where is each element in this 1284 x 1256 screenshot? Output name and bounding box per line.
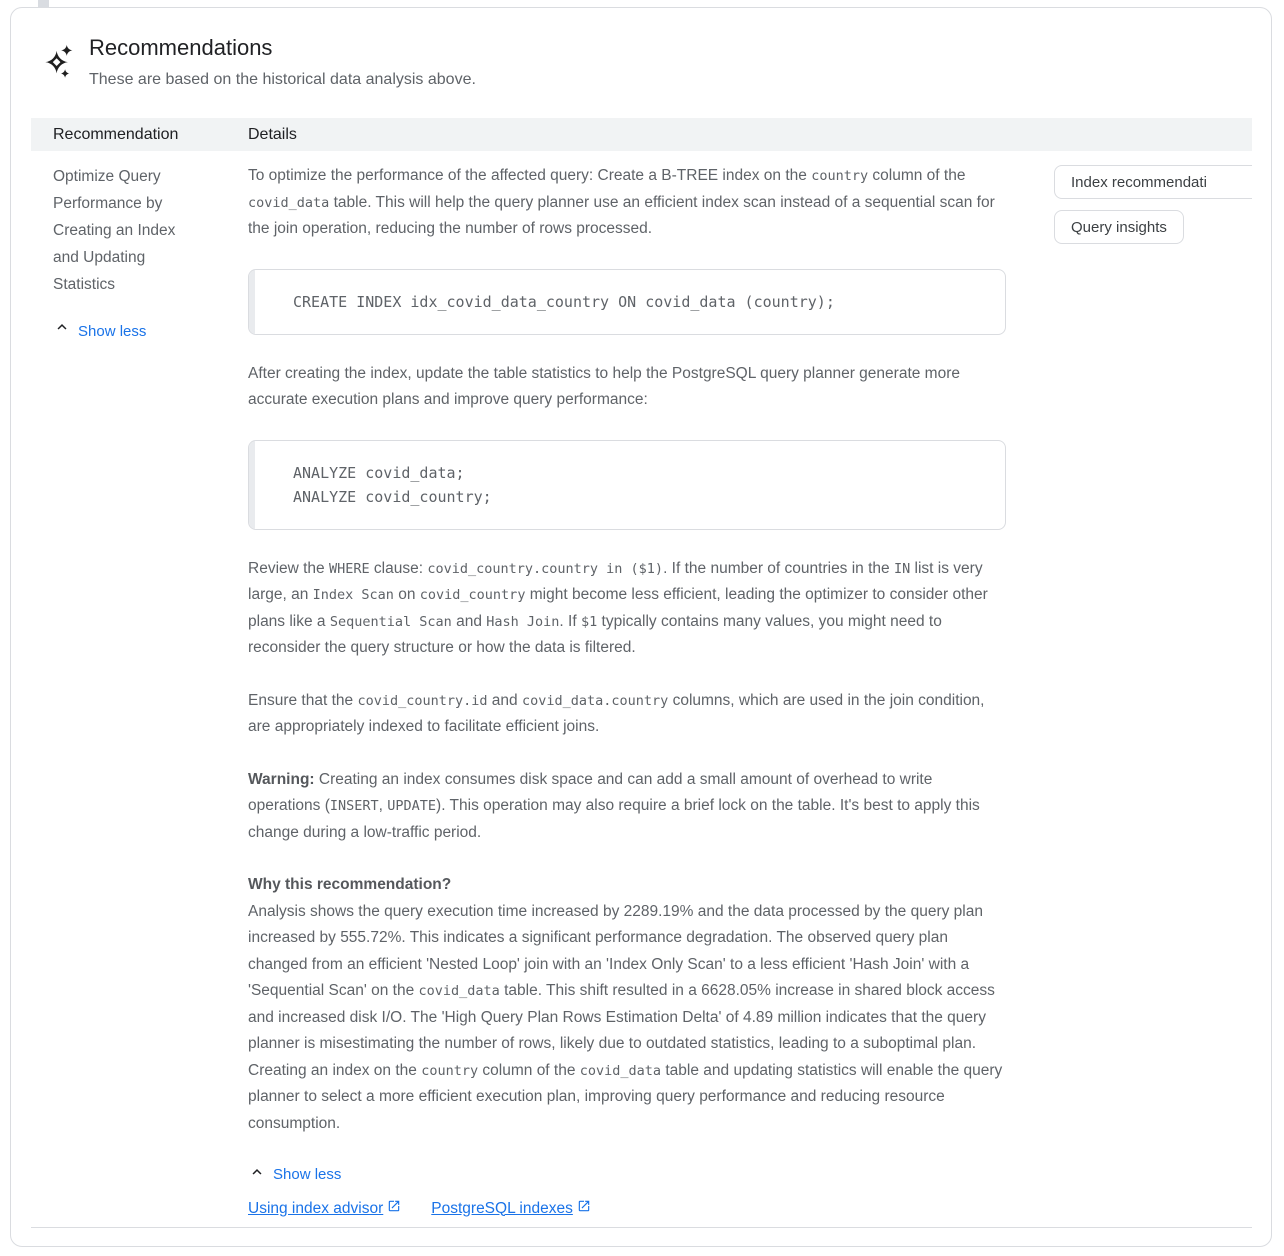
inline-code: $1 (580, 613, 598, 630)
sql-code-block: ANALYZE covid_data; ANALYZE covid_country; (248, 440, 1006, 530)
using-index-advisor-link[interactable] (248, 1199, 401, 1218)
inline-code: Index Scan (312, 587, 394, 603)
inline-code: covid_data (579, 1062, 662, 1079)
inline-code: covid_data.country (521, 692, 669, 709)
chevron-up-icon (53, 318, 71, 345)
external-link-icon (387, 1199, 401, 1218)
header-text (89, 33, 476, 92)
details-paragraph: To optimize the performance of the affected query: Create a B-TREE index on the country column of the covid_data table. This will help the query planner use an efficient index scan instead of a sequential scan for the join operation, reducing the number of rows processed. (248, 167, 995, 237)
recommendations-card (10, 7, 1272, 1247)
details-paragraph: After creating the index, update the table statistics to help the PostgreSQL query planner generate more accurate execution plans and improve query performance: (248, 364, 960, 408)
page-subtitle: These are based on the historical data analysis above. (89, 71, 476, 88)
inline-code: covid_country.country in ($1) (427, 560, 664, 577)
details-content (248, 163, 1006, 1137)
details-show-less-link[interactable] (248, 1163, 341, 1186)
actions-cell (1054, 163, 1252, 244)
table-header-row (31, 118, 1252, 151)
details-paragraph: Review the WHERE clause: covid_country.country in ($1). If the number of countries in the IN list is very large, an Index Scan on covid_country might become less efficient, leading the optimizer to consider other plans like a Sequential Scan and Hash Join. If $1 typically contains many values, you might need to reconsider the query structure or how the data is filtered. (248, 559, 988, 656)
inline-code: covid_data (248, 194, 330, 211)
gemini-sparkle-icon (44, 43, 76, 92)
column-header-details: Details (248, 125, 297, 143)
details-paragraph: Analysis shows the query execution time increased by 2289.19% and the data processed by the query plan increased by 555.72%. This indicates a significant performance degradation. The observed query plan changed from an efficient 'Nested Loop' join with an 'Index Only Scan' to a less efficient 'Hash Join' with a 'Sequential Scan' on the covid_data table. This shift resulted in a 6628.05% increase in shared block access and increased disk I/O. The 'High Query Plan Rows Estimation Delta' of 4.89 million indicates that the query planner is misestimating the number of rows, likely due to outdated statistics, leading to a suboptimal plan. Creating an index on the country column of the covid_data table and updating statistics will enable the query planner to select a more efficient execution plan, improving query performance and reducing resource consumption. (248, 902, 1003, 1132)
recommendation-title: Optimize Query Performance by Creating an Index and Updating Statistics (53, 168, 176, 293)
recommendation-show-less-link[interactable] (53, 318, 146, 345)
table-row (31, 151, 1252, 1227)
inline-code: Hash Join (486, 613, 560, 630)
show-less-label: Show less (273, 1166, 342, 1183)
inline-code: INSERT (329, 798, 379, 814)
details-paragraph: Ensure that the covid_country.id and covid_data.country columns, which are used in the join condition, are appropriately indexed to facilitate efficient joins. (248, 691, 985, 735)
column-header-recommendation: Recommendation (53, 125, 179, 143)
show-less-label: Show less (78, 323, 147, 340)
chevron-up-icon (248, 1163, 266, 1186)
external-link-icon (577, 1199, 591, 1218)
inline-code: covid_country.id (357, 692, 488, 709)
details-cell (248, 163, 1006, 1218)
index-recommendations-chip[interactable]: Index recommendati (1054, 165, 1252, 199)
inline-code: covid_data (418, 983, 500, 999)
link-label: PostgreSQL indexes (431, 1199, 573, 1217)
inline-code: IN (893, 560, 911, 577)
recommendations-table (31, 118, 1252, 1228)
page-title: Recommendations (89, 35, 273, 60)
postgresql-indexes-link[interactable] (431, 1199, 591, 1218)
sql-code-block: CREATE INDEX idx_covid_data_country ON covid_data (country); (248, 269, 1006, 335)
card-header (11, 8, 1271, 92)
recommendation-cell (31, 163, 248, 345)
link-label: Using index advisor (248, 1199, 384, 1217)
inline-code: UPDATE (387, 798, 437, 814)
inline-code: covid_country (419, 587, 526, 603)
why-this-recommendation-heading: Why this recommendation? (248, 876, 452, 893)
details-paragraph: Warning: Creating an index consumes disk space and can add a small amount of overhead to write operations (INSERT, UPDATE). This operation may also require a brief lock on the table. It's best to apply this change during a low-traffic period. (248, 770, 980, 841)
query-insights-chip[interactable]: Query insights (1054, 210, 1184, 244)
documentation-links (248, 1199, 1006, 1218)
inline-code: country (811, 168, 869, 184)
inline-code: Sequential Scan (329, 613, 452, 630)
inline-code: country (421, 1062, 479, 1079)
inline-code: WHERE (328, 560, 370, 577)
